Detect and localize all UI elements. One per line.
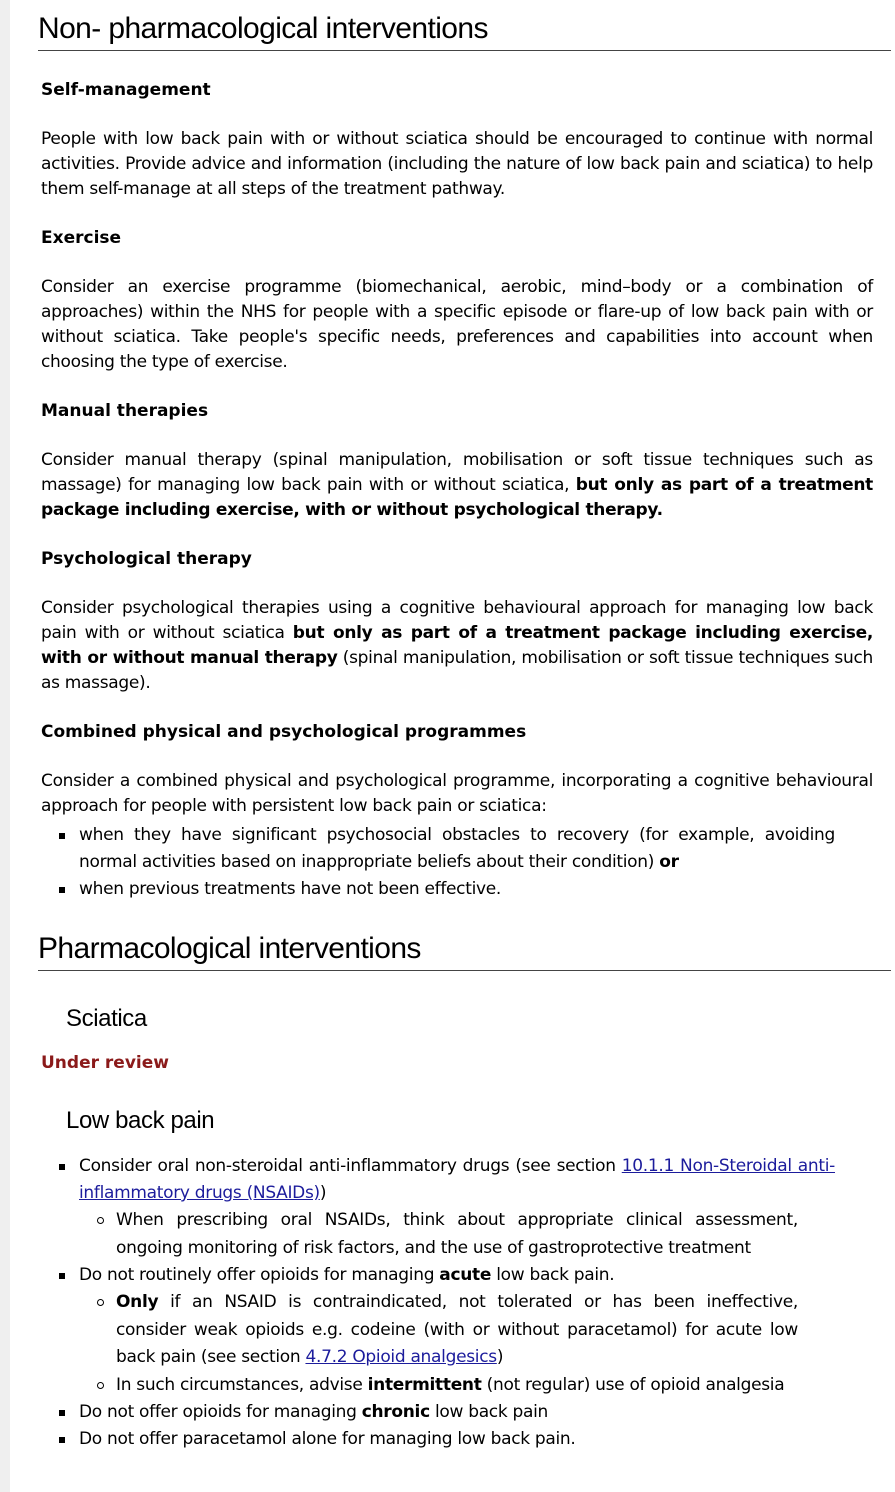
left-margin-bar <box>0 0 10 1492</box>
list-item <box>79 1153 835 1262</box>
opioid-only-text: if an NSAID is contraindicated, not tolerated or has been ineffective, consider weak opioids e.g. codeine (with or without paracetamol) for acute low back pain (see section <box>116 1292 798 1367</box>
opioid-only-bold: Only <box>116 1292 159 1312</box>
combined-programmes-list <box>41 822 895 903</box>
list-item <box>116 1207 798 1262</box>
opioid-chronic-text: Do not offer opioids for managing <box>79 1402 357 1422</box>
psych-therapy-text-plain: Consider psychological therapies using a cognitive behavioural approach for managing low back pain with or without sciatica <box>41 598 873 643</box>
opioid-sublist <box>79 1289 835 1399</box>
psych-therapy-heading: Psychological therapy <box>41 549 252 569</box>
non-pharm-heading-block <box>38 12 891 51</box>
low-back-pain-heading: Low back pain <box>66 1107 215 1134</box>
list-item <box>79 1399 835 1426</box>
intermittent-bold: intermittent <box>367 1374 482 1395</box>
list-item <box>79 1426 835 1453</box>
psych-therapy-text-end: (spinal manipulation, mobilisation or soft tissue techniques such as massage). <box>41 648 873 693</box>
opioid-acute-bold: acute <box>439 1265 492 1285</box>
combined-programmes-text: Consider a combined physical and psychological programme, incorporating a cognitive behavioural approach for people with persistent low back pain or sciatica: <box>41 771 873 816</box>
combined-bullet-1-text: when they have significant psychosocial obstacles to recovery (for example, avoiding normal activities based on inappropriate beliefs about their condition) <box>79 825 835 872</box>
self-management-heading: Self-management <box>41 80 211 100</box>
opioid-chronic-end: low back pain <box>434 1402 549 1422</box>
manual-therapies-text-bold: but only as part of a treatment package including exercise, with or without psychological therapy. <box>41 475 873 520</box>
manual-therapies-text-plain: Consider manual therapy (spinal manipulation, mobilisation or soft tissue techniques such as massage) for managing low back pain with or without sciatica, <box>41 450 873 495</box>
list-item <box>79 822 835 876</box>
opioid-chronic-bold: chronic <box>361 1402 430 1422</box>
manual-therapies-heading: Manual therapies <box>41 401 209 421</box>
nsaid-sublist <box>79 1207 835 1262</box>
under-review-status: Under review <box>41 1053 169 1073</box>
exercise-text: Consider an exercise programme (biomechanical, aerobic, mind–body or a combination of approaches) within the NHS for people with a specific episode or flare-up of low back pain with or without sciatica. Take people's specific needs, preferences and capabilities into account when choosing the type of exercise. <box>41 277 873 372</box>
list-item <box>79 1262 835 1399</box>
self-management-text: People with low back pain with or without sciatica should be encouraged to continue with normal activities. Provide advice and information (including the nature of low back pain and sciatica) to help them self-manage at all steps of the treatment pathway. <box>41 129 873 199</box>
opioid-acute-end: low back pain. <box>496 1265 615 1285</box>
manual-therapies-text <box>41 448 873 523</box>
opioid-only-end: ) <box>496 1347 504 1367</box>
opioid-acute-text: Do not routinely offer opioids for managing <box>79 1265 435 1285</box>
list-item <box>116 1289 798 1372</box>
nsaid-bullet-end: ) <box>319 1183 327 1203</box>
psych-therapy-text-bold: but only as part of a treatment package including exercise, with or without manual therapy <box>41 623 874 668</box>
psych-therapy-text <box>41 596 873 696</box>
pharm-heading-block <box>38 932 891 971</box>
exercise-heading: Exercise <box>41 228 122 248</box>
list-item <box>116 1372 798 1400</box>
non-pharm-heading: Non- pharmacological interventions <box>38 12 488 45</box>
nsaid-bullet-text: Consider oral non-steroidal anti-inflammatory drugs (see section <box>79 1156 616 1176</box>
pharm-heading: Pharmacological interventions <box>38 932 421 965</box>
intermittent-text: In such circumstances, advise <box>116 1374 363 1395</box>
low-back-pain-list <box>41 1153 895 1453</box>
nsaid-section-link[interactable]: 10.1.1 Non-Steroidal anti-inflammatory drugs (NSAIDs) <box>79 1156 835 1203</box>
intermittent-end: (not regular) use of opioid analgesia <box>486 1374 785 1395</box>
nsaid-sub-text: When prescribing oral NSAIDs, think about appropriate clinical assessment, ongoing monitoring of risk factors, and the use of gastroprotective treatment <box>116 1210 798 1258</box>
opioid-section-link[interactable]: 4.7.2 Opioid analgesics <box>305 1347 497 1367</box>
sciatica-heading: Sciatica <box>66 1005 147 1032</box>
combined-bullet-1-bold: or <box>659 852 679 872</box>
combined-programmes-heading: Combined physical and psychological programmes <box>41 722 527 742</box>
list-item <box>79 876 835 903</box>
combined-bullet-2-text: when previous treatments have not been effective. <box>79 879 502 899</box>
paracetamol-text: Do not offer paracetamol alone for managing low back pain. <box>79 1429 576 1449</box>
